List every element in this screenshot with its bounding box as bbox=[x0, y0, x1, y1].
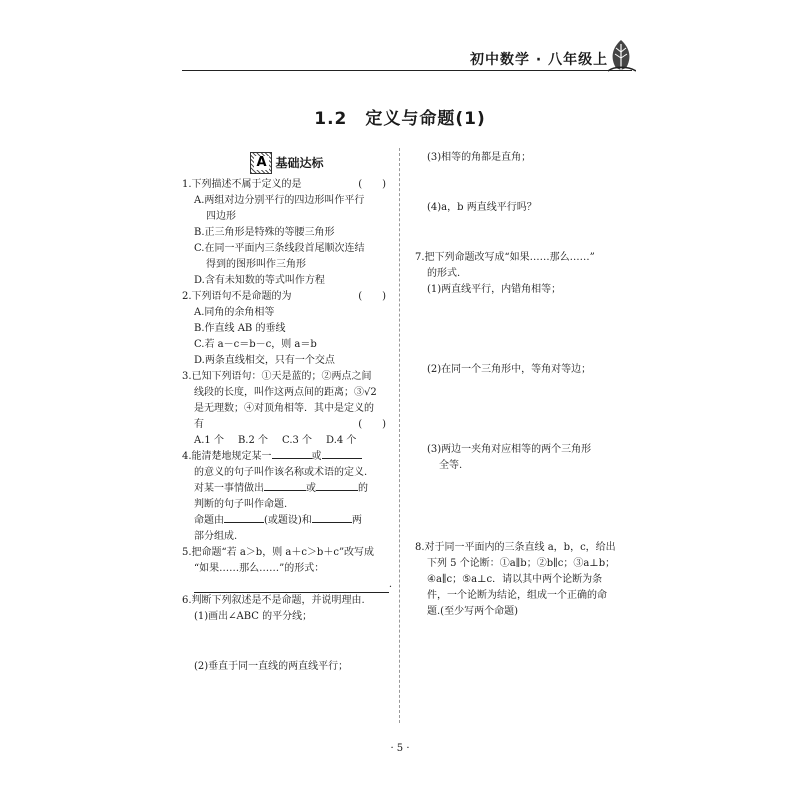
q7-sub-2: (2)在同一个三角形中，等角对等边； bbox=[427, 364, 592, 375]
left-column bbox=[182, 151, 392, 675]
q4-blank-4[interactable] bbox=[316, 490, 358, 491]
q3-line-2: 线段的长度，叫作这两点间的距离；③√2 bbox=[194, 387, 377, 398]
q8-line-3: ④a∥c；⑤a⊥c．请以其中两个论断为条 bbox=[427, 574, 603, 585]
q2-option-d: D.两条直线相交，只有一个交点 bbox=[194, 355, 335, 366]
question-3 bbox=[182, 369, 392, 449]
q4-text-7: (或题设)和 bbox=[264, 515, 312, 526]
q8-line-4: 件，一个论断为结论，组成一个正确的命 bbox=[427, 590, 607, 601]
q4-blank-6[interactable] bbox=[312, 522, 352, 523]
q4-line-4: 判断的句子叫作命题. bbox=[194, 499, 288, 510]
q2-bracket: ( ) bbox=[358, 291, 386, 302]
q6-sub-1: (1)画出∠ABC 的平分线； bbox=[194, 611, 313, 622]
right-column bbox=[415, 150, 620, 620]
column-divider bbox=[399, 148, 400, 723]
q1-option-c: C.在同一平面内三条线段首尾顺次连结 bbox=[194, 243, 365, 254]
q6-sub-2: (2)垂直于同一直线的两直线平行； bbox=[194, 661, 349, 672]
q4-text-3: 对某一事情做出 bbox=[194, 483, 264, 494]
question-5 bbox=[182, 545, 392, 593]
q4-blank-2[interactable] bbox=[322, 458, 362, 459]
q3-option-a: A.1 个 bbox=[194, 435, 224, 446]
q5-line-1: 5.把命题“若 a＞b，则 a＋c＞b＋c”改写成 bbox=[182, 547, 375, 558]
q4-text-1: 4.能清楚地规定某一 bbox=[182, 451, 272, 462]
q2-option-a: A.同角的余角相等 bbox=[194, 307, 275, 318]
q2-option-c: C.若 a－c＝b－c，则 a＝b bbox=[194, 339, 317, 350]
question-4 bbox=[182, 449, 392, 545]
q2-stem: 2.下列语句不是命题的为 bbox=[182, 291, 292, 302]
q8-line-5: 题.(至少写两个命题) bbox=[427, 606, 518, 617]
q6-sub-3: (3)相等的角都是直角； bbox=[427, 152, 532, 163]
q4-line-6: 部分组成. bbox=[194, 531, 238, 542]
page-title: 1.2 定义与命题(1) bbox=[314, 109, 486, 129]
q3-option-b: B.2 个 bbox=[237, 435, 269, 446]
q1-option-a-cont: 四边形 bbox=[206, 211, 236, 222]
q1-option-c-cont: 得到的图形叫作三角形 bbox=[206, 259, 306, 270]
q4-blank-5[interactable] bbox=[224, 522, 264, 523]
q6-stem: 6.判断下列叙述是不是命题，并说明理由. bbox=[182, 595, 365, 606]
q7-sub-3: (3)两边一夹角对应相等的两个三角形 bbox=[427, 444, 592, 455]
question-2 bbox=[182, 289, 392, 369]
q2-option-b: B.作直线 AB 的垂线 bbox=[194, 323, 286, 334]
q7-line-2: 的形式. bbox=[427, 268, 461, 279]
q6-sub-4: (4)a，b 两直线平行吗？ bbox=[427, 202, 537, 213]
header-rule bbox=[182, 70, 632, 71]
q3-option-c: C.3 个 bbox=[282, 435, 313, 446]
q5-line-2: “如果……那么……”的形式： bbox=[194, 563, 325, 574]
q1-option-b: B.正三角形是特殊的等腰三角形 bbox=[194, 227, 335, 238]
q3-line-3: 是无理数；④对顶角相等．其中是定义的 bbox=[194, 403, 374, 414]
q8-line-2: 下列 5 个论断：①a∥b；②b∥c；③a⊥b； bbox=[427, 558, 616, 569]
q5-period: . bbox=[388, 579, 392, 590]
page-number: · 5 · bbox=[390, 743, 410, 754]
q4-text-6: 命题由 bbox=[194, 515, 224, 526]
q4-blank-3[interactable] bbox=[264, 490, 306, 491]
section-letter-icon: A bbox=[250, 152, 272, 174]
q4-text-8: 两 bbox=[351, 515, 362, 526]
question-7 bbox=[415, 250, 620, 474]
q1-bracket: ( ) bbox=[358, 179, 386, 190]
section-badge bbox=[182, 151, 392, 175]
q3-line-1: 3.已知下列语句：①天是蓝的；②两点之间 bbox=[182, 371, 372, 382]
q8-line-1: 8.对于同一平面内的三条直线 a，b，c，给出 bbox=[415, 542, 616, 553]
header-title: 初中数学 · 八年级上 bbox=[470, 52, 609, 68]
q4-line-2: 的意义的句子叫作该名称或术语的定义. bbox=[194, 467, 368, 478]
q1-option-d: D.含有未知数的等式叫作方程 bbox=[194, 275, 325, 286]
question-8 bbox=[415, 540, 620, 620]
q4-blank-1[interactable] bbox=[272, 458, 312, 459]
q4-text-2: 或 bbox=[311, 451, 322, 462]
leaf-icon bbox=[606, 38, 636, 72]
q4-text-4: 或 bbox=[306, 483, 316, 494]
section-label: 基础达标 bbox=[275, 156, 324, 170]
q7-sub-1: (1)两直线平行，内错角相等； bbox=[427, 284, 562, 295]
q1-stem: 1.下列描述不属于定义的是 bbox=[182, 179, 302, 190]
q3-line-4: 有 bbox=[194, 419, 204, 430]
q7-sub-3-cont: 全等. bbox=[439, 460, 463, 471]
q3-option-d: D.4 个 bbox=[326, 435, 357, 446]
q3-bracket: ( ) bbox=[358, 419, 386, 430]
question-6 bbox=[182, 593, 392, 675]
q4-text-5: 的 bbox=[358, 483, 368, 494]
q3-options bbox=[182, 433, 392, 449]
question-1 bbox=[182, 177, 392, 289]
q1-option-a: A.两组对边分别平行的四边形叫作平行 bbox=[194, 195, 365, 206]
q7-line-1: 7.把下列命题改写成“如果……那么……” bbox=[415, 252, 595, 263]
